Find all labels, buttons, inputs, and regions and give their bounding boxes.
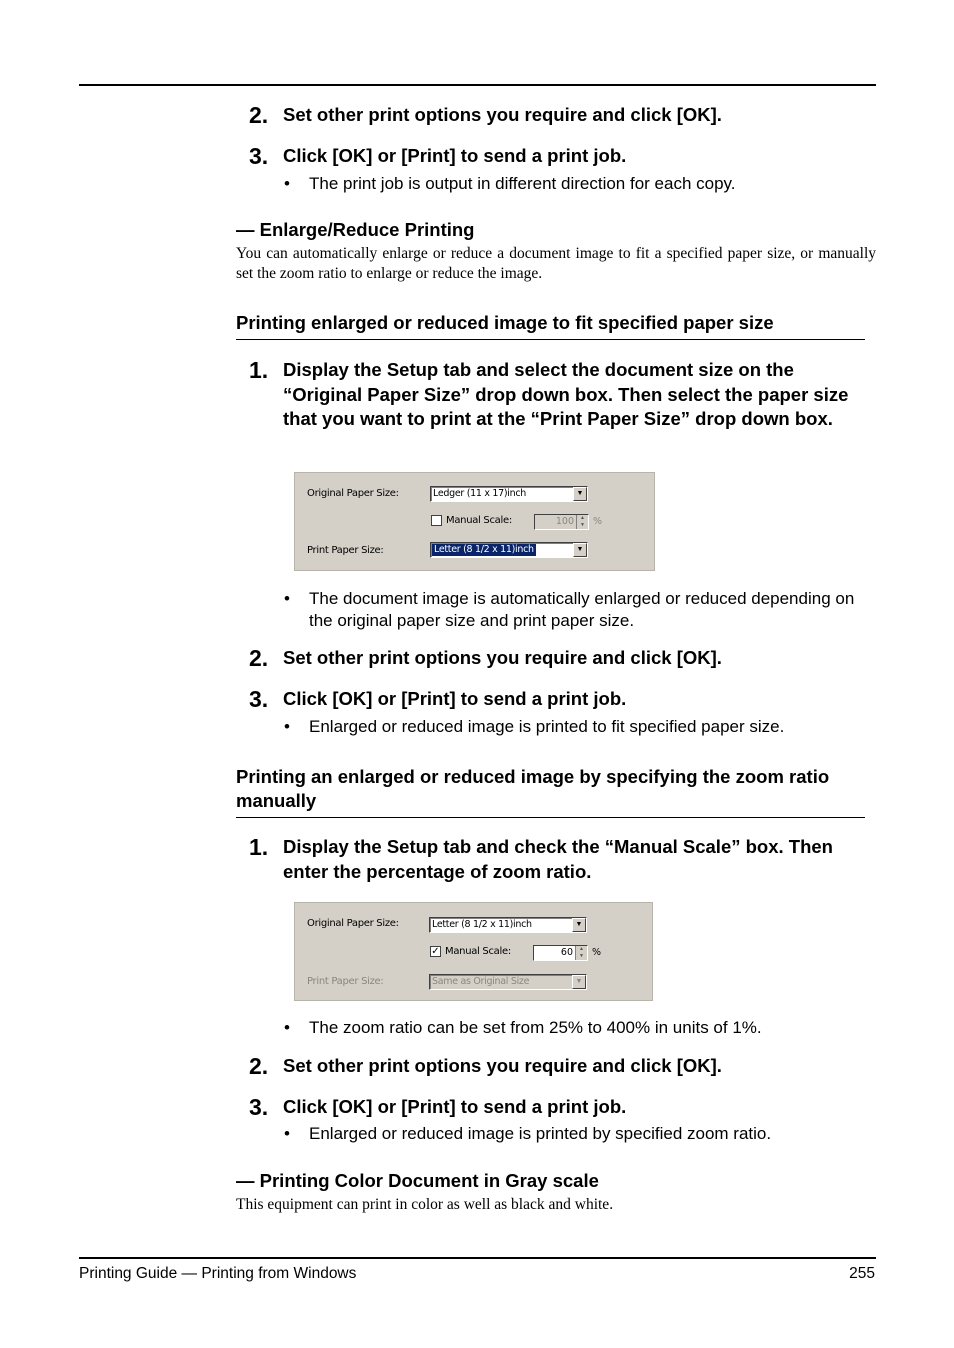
- subsection-heading: Printing enlarged or reduced image to fit specified paper size: [236, 312, 774, 333]
- original-paper-size-label: Original Paper Size:: [307, 488, 399, 499]
- spin-arrows-icon[interactable]: ▲ ▼: [576, 515, 588, 529]
- section-heading: — Printing Color Document in Gray scale: [236, 1170, 599, 1191]
- step-number: 2.: [249, 102, 269, 128]
- footer-rule: [79, 1257, 876, 1259]
- step-number: 1.: [249, 834, 269, 860]
- step-text: Display the Setup tab and check the “Manual Scale” box. Then enter the percentage of zoom ratio.: [283, 836, 833, 882]
- original-paper-size-label: Original Paper Size:: [307, 918, 399, 929]
- setup-dialog-zoom: [294, 902, 653, 1001]
- bullet-text: The zoom ratio can be set from 25% to 400% in units of 1%.: [309, 1018, 762, 1037]
- print-paper-size-value: Letter (8 1/2 x 11)inch: [434, 544, 534, 555]
- chevron-down-icon[interactable]: ▼: [572, 918, 586, 932]
- subsection-rule: [236, 339, 865, 340]
- step-number: 3.: [249, 143, 269, 169]
- bullet-text: Enlarged or reduced image is printed by specified zoom ratio.: [309, 1124, 772, 1143]
- top-rule: [79, 84, 876, 86]
- original-paper-size-value: Letter (8 1/2 x 11)inch: [432, 919, 532, 930]
- section-heading: — Enlarge/Reduce Printing: [236, 219, 475, 240]
- step-text: Set other print options you require and click [OK].: [283, 1055, 722, 1076]
- page-number: 255: [849, 1265, 875, 1282]
- bullet-icon: •: [284, 174, 290, 193]
- setup-dialog-fit: [294, 472, 655, 571]
- bullet-text: The print job is output in different direction for each copy.: [309, 174, 736, 193]
- bullet-icon: •: [284, 589, 290, 608]
- step-text: Click [OK] or [Print] to send a print job.: [283, 145, 627, 166]
- print-paper-size-label: Print Paper Size:: [307, 545, 384, 556]
- bullet-icon: •: [284, 1124, 290, 1143]
- original-paper-size-dropdown[interactable]: [429, 917, 587, 933]
- manual-scale-stepper[interactable]: [534, 514, 589, 530]
- bullet-icon: •: [284, 717, 290, 736]
- bullet-text: The document image is automatically enlarged or reduced depending on the original paper size and print paper size.: [309, 589, 855, 630]
- manual-scale-label: Manual Scale:: [445, 946, 511, 957]
- print-paper-size-value: Same as Original Size: [432, 976, 530, 987]
- step-number: 1.: [249, 357, 269, 383]
- bullet-text: Enlarged or reduced image is printed to fit specified paper size.: [309, 717, 785, 736]
- manual-scale-stepper[interactable]: [533, 945, 588, 961]
- original-paper-size-value: Ledger (11 x 17)inch: [433, 488, 526, 499]
- manual-scale-checkbox[interactable]: [431, 515, 442, 526]
- spin-arrows-icon[interactable]: ▲ ▼: [575, 946, 587, 960]
- original-paper-size-dropdown[interactable]: [430, 486, 588, 502]
- step-text: Click [OK] or [Print] to send a print job.: [283, 1096, 627, 1117]
- step-number: 2.: [249, 645, 269, 671]
- footer-title: Printing Guide — Printing from Windows: [79, 1265, 357, 1282]
- manual-scale-checkbox[interactable]: ✓: [431, 946, 440, 957]
- step-text: Set other print options you require and click [OK].: [283, 647, 722, 668]
- manual-scale-label: Manual Scale:: [446, 515, 512, 526]
- step-text: Set other print options you require and click [OK].: [283, 104, 722, 125]
- print-paper-size-dropdown[interactable]: [430, 542, 588, 558]
- print-paper-size-label: Print Paper Size:: [307, 976, 384, 987]
- chevron-down-icon[interactable]: ▼: [573, 543, 587, 557]
- step-number: 3.: [249, 1094, 269, 1120]
- manual-scale-value: 60: [560, 947, 573, 958]
- section-description: You can automatically enlarge or reduce a document image to fit a specified paper size, or manually set the zoom ratio to enlarge or reduce the image.: [236, 245, 876, 282]
- percent-sign: %: [593, 516, 603, 527]
- step-text: Click [OK] or [Print] to send a print job.: [283, 688, 627, 709]
- section-description: This equipment can print in color as well as black and white.: [236, 1196, 614, 1213]
- subsection-rule: [236, 817, 865, 818]
- chevron-down-icon[interactable]: ▼: [572, 975, 586, 989]
- manual-scale-value: 100: [555, 516, 574, 527]
- subsection-heading: Printing an enlarged or reduced image by specifying the zoom ratio manually: [236, 766, 830, 811]
- percent-sign: %: [592, 947, 602, 958]
- print-paper-size-dropdown[interactable]: [429, 974, 587, 990]
- chevron-down-icon[interactable]: ▼: [573, 487, 587, 501]
- bullet-icon: •: [284, 1018, 290, 1037]
- step-number: 2.: [249, 1053, 269, 1079]
- step-number: 3.: [249, 686, 269, 712]
- step-text: Display the Setup tab and select the document size on the “Original Paper Size” drop down box. Then select the paper size that you want to print at the “Print Paper Size” drop down box.: [283, 359, 849, 429]
